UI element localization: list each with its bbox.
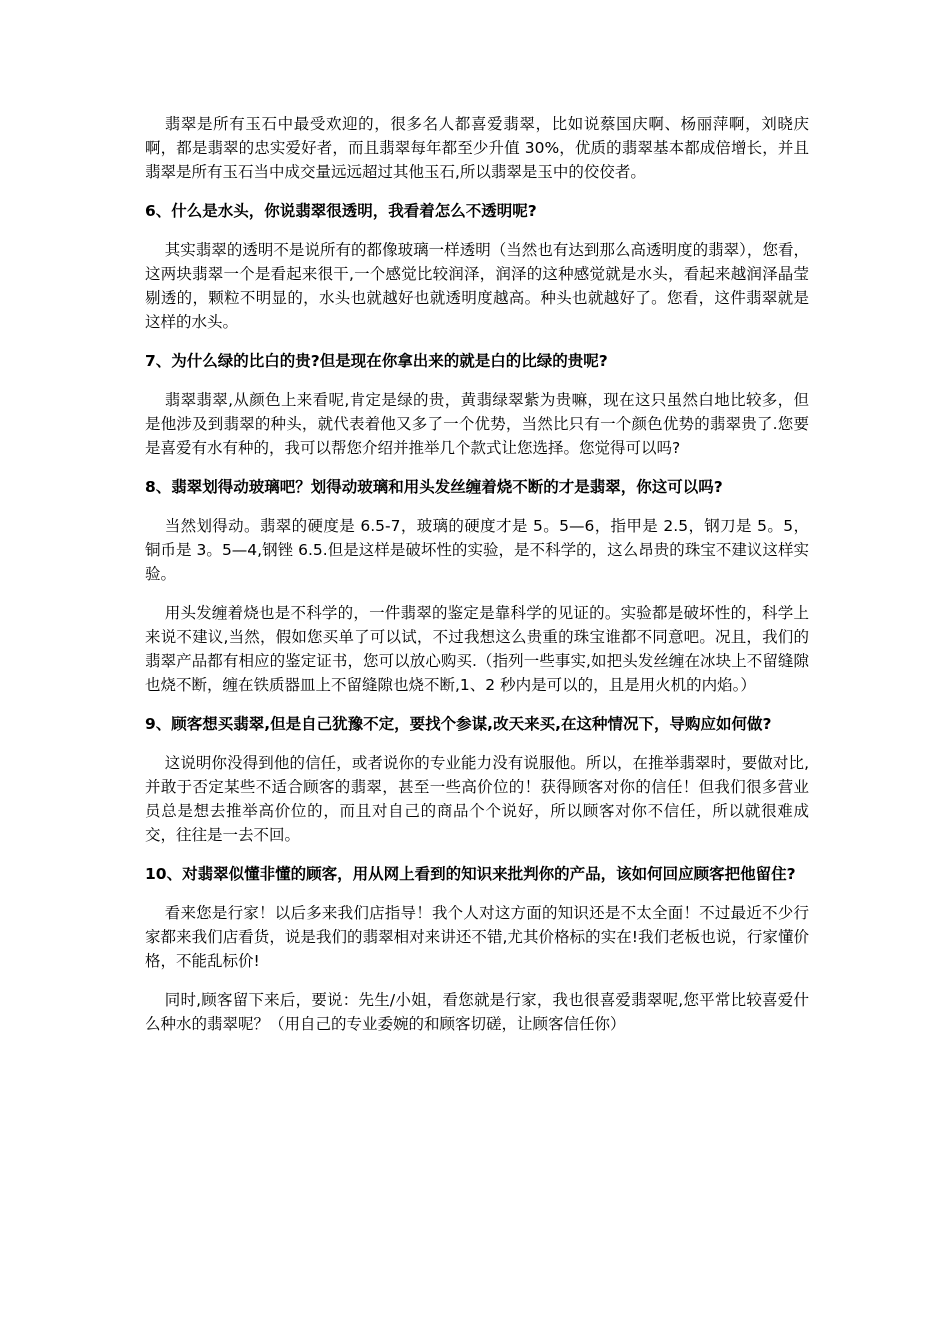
answer-7-paragraph: 翡翠翡翠,从颜色上来看呢,肯定是绿的贵，黄翡绿翠紫为贵嘛，现在这只虽然白地比较多，但是他涉及到翡翠的种头，就代表着他又多了一个优势，当然比只有一个颜色优势的翡翠贵了.您要是喜爱有水有种的，我可以帮您介绍并推举几个款式让您选择。您觉得可以吗? <box>145 391 809 457</box>
question-9-heading: 9、顾客想买翡翠,但是自己犹豫不定，要找个参谋,改天来买,在这种情况下，导购应如何做? <box>145 715 772 733</box>
document-page <box>145 112 809 1051</box>
question-6-heading: 6、什么是水头，你说翡翠很透明，我看着怎么不透明呢? <box>145 202 537 220</box>
question-8-heading: 8、翡翠划得动玻璃吧？划得动玻璃和用头发丝缠着烧不断的才是翡翠，你这可以吗? <box>145 478 723 496</box>
paragraph-intro: 翡翠是所有玉石中最受欢迎的，很多名人都喜爱翡翠，比如说蔡国庆啊、杨丽萍啊，刘晓庆啊，都是翡翠的忠实爱好者，而且翡翠每年都至少升值 30%，优质的翡翠基本都成倍增长，并且翡翠是所有玉石当中成交量远远超过其他玉石,所以翡翠是玉中的佼佼者。 <box>145 115 809 181</box>
question-7-heading: 7、为什么绿的比白的贵?但是现在你拿出来的就是白的比绿的贵呢? <box>145 352 608 370</box>
answer-8-paragraph-2: 用头发缠着烧也是不科学的，一件翡翠的鉴定是靠科学的见证的。实验都是破坏性的，科学上来说不建议,当然，假如您买单了可以试，不过我想这么贵重的珠宝谁都不同意吧。况且，我们的翡翠产品都有相应的鉴定证书，您可以放心购买.（指列一些事实,如把头发丝缠在冰块上不留缝隙也烧不断，缠在铁质器皿上不留缝隙也烧不断,1、2 秒内是可以的，且是用火机的内焰。） <box>145 604 809 694</box>
answer-10-paragraph-2: 同时,顾客留下来后，要说：先生/小姐，看您就是行家，我也很喜爱翡翠呢,您平常比较喜爱什么种水的翡翠呢？（用自己的专业委婉的和顾客切磋，让顾客信任你） <box>145 991 809 1033</box>
question-10-heading: 10、对翡翠似懂非懂的顾客，用从网上看到的知识来批判你的产品，该如何回应顾客把他留住? <box>145 865 796 883</box>
answer-9-paragraph: 这说明你没得到他的信任，或者说你的专业能力没有说服他。所以，在推举翡翠时，要做对比,并敢于否定某些不适合顾客的翡翠，甚至一些高价位的！获得顾客对你的信任！但我们很多营业员总是想去推举高价位的，而且对自己的商品个个说好，所以顾客对你不信任，所以就很难成交，往往是一去不回。 <box>145 754 809 844</box>
answer-6-paragraph: 其实翡翠的透明不是说所有的都像玻璃一样透明（当然也有达到那么高透明度的翡翠），您看，这两块翡翠一个是看起来很干,一个感觉比较润泽，润泽的这种感觉就是水头，看起来越润泽晶莹剔透的，颗粒不明显的，水头也就越好也就透明度越高。种头也就越好了。您看，这件翡翠就是这样的水头。 <box>145 241 809 331</box>
answer-8-paragraph-1: 当然划得动。翡翠的硬度是 6.5-7，玻璃的硬度才是 5。5—6，指甲是 2.5，钢刀是 5。5，铜币是 3。5—4,钢锉 6.5.但是这样是破坏性的实验，是不科学的，这么昂贵的珠宝不建议这样实验。 <box>145 517 809 583</box>
answer-10-paragraph-1: 看来您是行家！以后多来我们店指导！我个人对这方面的知识还是不太全面！不过最近不少行家都来我们店看货，说是我们的翡翠相对来讲还不错,尤其价格标的实在!我们老板也说，行家懂价格，不能乱标价! <box>145 904 809 970</box>
